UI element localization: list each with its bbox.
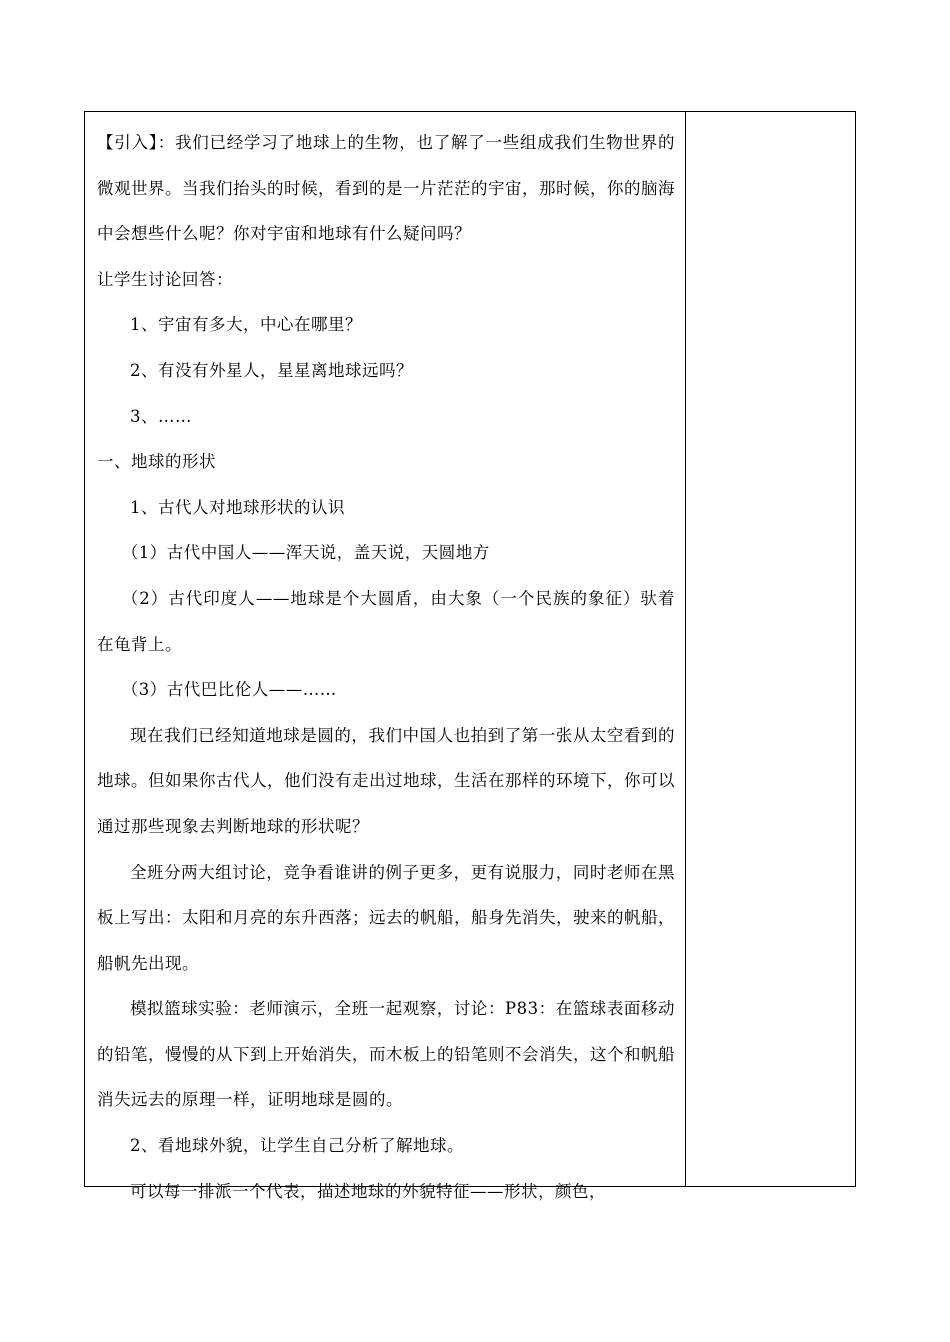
class-discussion-paragraph: 全班分两大组讨论，竞争看谁讲的例子更多，更有说服力，同时老师在黑板上写出：太阳和月亮的东升西落；远去的帆船，船身先消失，驶来的帆船，船帆先出现。 [97,862,675,973]
basketball-experiment-paragraph: 模拟篮球实验：老师演示，全班一起观察，讨论：P83：在篮球表面移动的铅笔，慢慢的从下到上开始消失，而木板上的铅笔则不会消失，这个和帆船消失远去的原理一样，证明地球是圆的。 [97,999,675,1110]
appearance-activity-paragraph: 可以每一排派一个代表，描述地球的外貌特征——形状，颜色， [130,1181,606,1201]
question-item-1: 1、宇宙有多大，中心在哪里？ [130,315,362,335]
ancient-view-india: （2）古代印度人——地球是个大圆盾，由大象（一个民族的象征）驮着在龟背上。 [97,588,675,654]
modern-knowledge-paragraph: 现在我们已经知道地球是圆的，我们中国人也拍到了第一张从太空看到的地球。但如果你古代人，他们没有走出过地球，生活在那样的环境下，你可以通过那些现象去判断地球的形状呢？ [97,725,675,836]
lesson-table [84,111,856,1201]
question-item-3: 3、…… [130,406,192,426]
lesson-content-cell [97,120,675,1214]
subheading-earth-appearance: 2、看地球外貌，让学生自己分析了解地球。 [130,1136,464,1156]
intro-paragraph: 【引入】：我们已经学习了地球上的生物，也了解了一些组成我们生物世界的微观世界。当我们抬头的时候，看到的是一片茫茫的宇宙，那时候，你的脑海中会想些什么呢？你对宇宙和地球有什么疑问吗？ [97,133,675,244]
ancient-view-china: （1）古代中国人——浑天说，盖天说，天圆地方 [121,543,490,563]
subheading-ancient-views: 1、古代人对地球形状的认识 [130,497,345,517]
discussion-prompt: 让学生讨论回答： [97,269,233,289]
section-heading-earth-shape: 一、地球的形状 [97,452,216,472]
question-item-2: 2、有没有外星人，星星离地球远吗？ [130,360,413,380]
notes-cell [686,112,855,1186]
ancient-view-babylon: （3）古代巴比伦人——…… [121,680,337,700]
